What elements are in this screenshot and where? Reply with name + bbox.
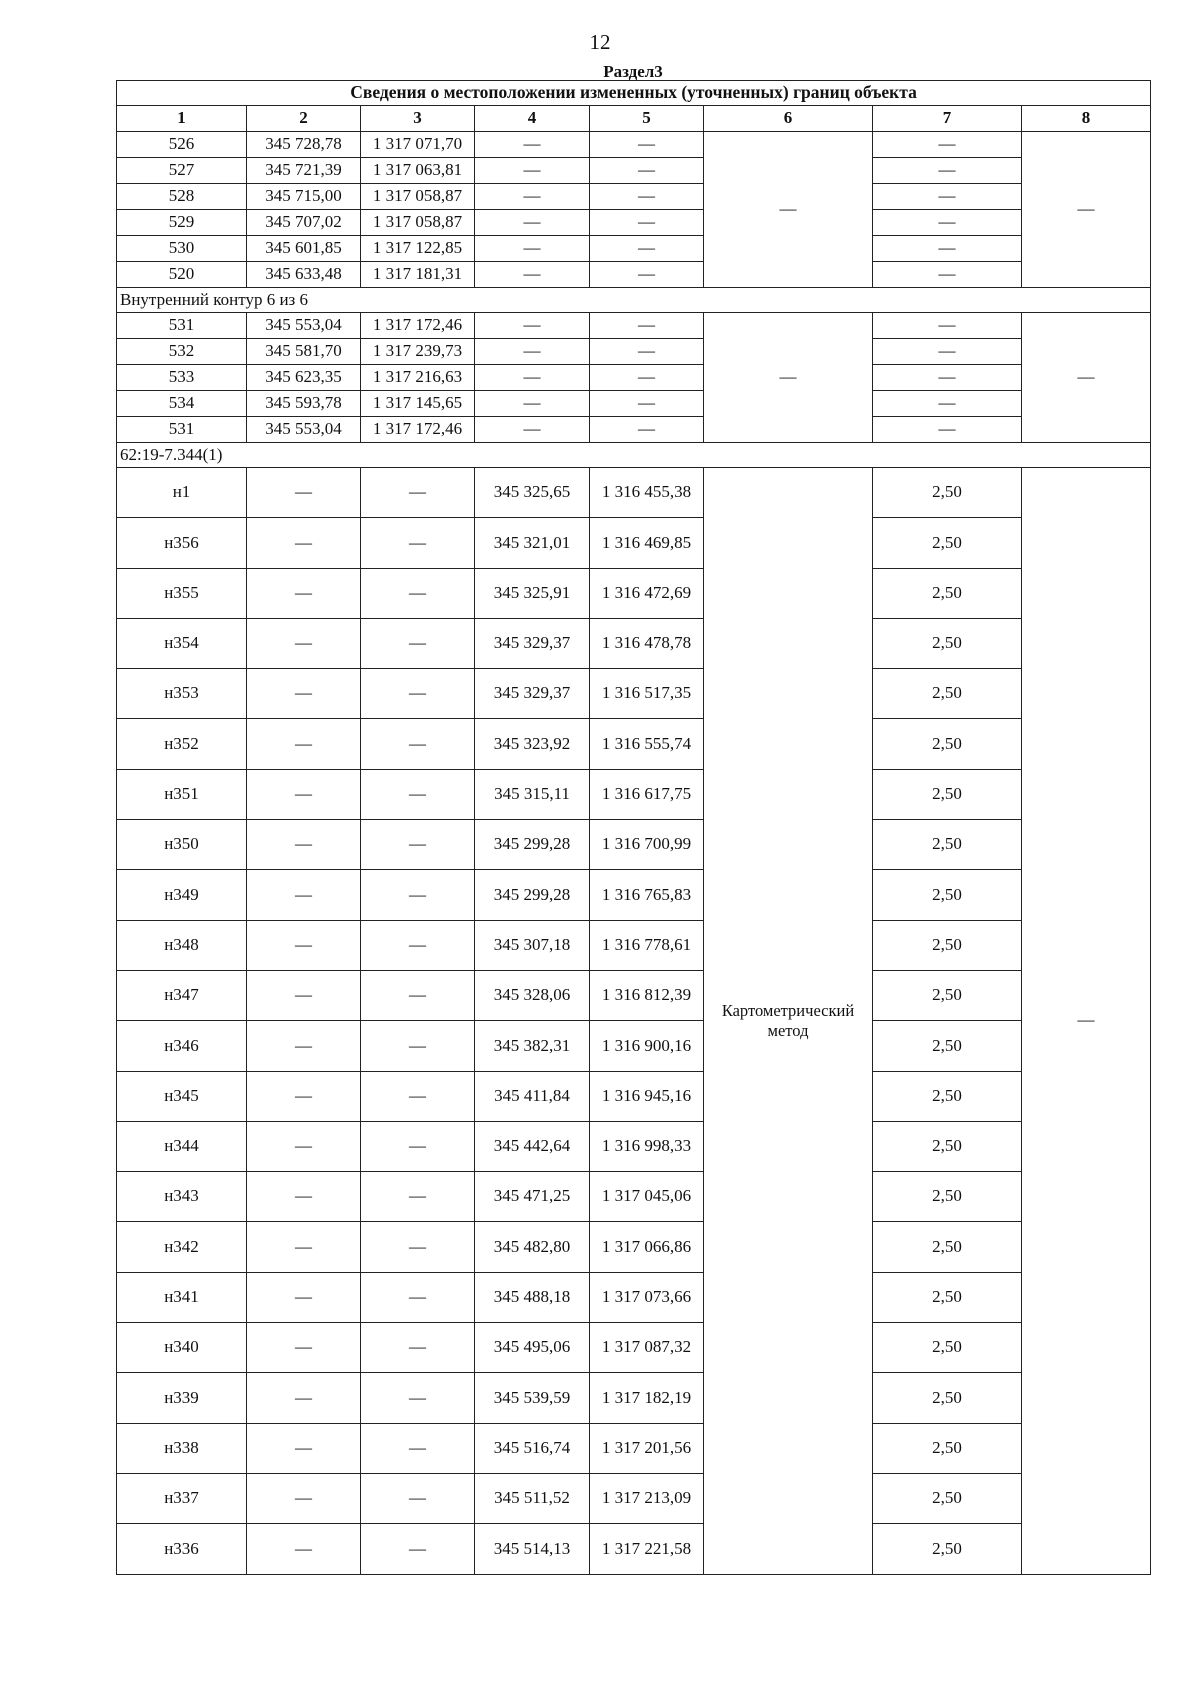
cell-c1: н350 bbox=[117, 820, 247, 870]
cell-c6-merged: — bbox=[704, 313, 873, 443]
contour-label: Внутренний контур 6 из 6 bbox=[117, 288, 1151, 313]
cell-c4: 345 329,37 bbox=[475, 669, 590, 719]
table-row bbox=[117, 1323, 1151, 1373]
cell-c4: 345 516,74 bbox=[475, 1423, 590, 1473]
table-row bbox=[117, 391, 1151, 417]
cell-c7: 2,50 bbox=[873, 1222, 1022, 1272]
cell-c1: н354 bbox=[117, 618, 247, 668]
cell-c7: 2,50 bbox=[873, 970, 1022, 1020]
cell-c7: 2,50 bbox=[873, 1423, 1022, 1473]
table-row bbox=[117, 1172, 1151, 1222]
table-row bbox=[117, 719, 1151, 769]
cell-c5: — bbox=[590, 313, 704, 339]
cell-c1: н356 bbox=[117, 518, 247, 568]
cell-c1: н347 bbox=[117, 970, 247, 1020]
cell-c7: 2,50 bbox=[873, 1323, 1022, 1373]
cell-c7: 2,50 bbox=[873, 1121, 1022, 1171]
cell-c2: — bbox=[247, 1323, 361, 1373]
cell-c5: 1 317 066,86 bbox=[590, 1222, 704, 1272]
cell-c5: 1 317 087,32 bbox=[590, 1323, 704, 1373]
table-row bbox=[117, 313, 1151, 339]
cell-c1: 528 bbox=[117, 184, 247, 210]
cell-c4: 345 488,18 bbox=[475, 1272, 590, 1322]
cell-c3: 1 317 172,46 bbox=[361, 417, 475, 443]
cell-c5: — bbox=[590, 158, 704, 184]
cell-c2: — bbox=[247, 568, 361, 618]
cell-c4: — bbox=[475, 236, 590, 262]
cell-c1: н1 bbox=[117, 468, 247, 518]
cell-c2: 345 601,85 bbox=[247, 236, 361, 262]
cell-c1: 534 bbox=[117, 391, 247, 417]
cell-c7: 2,50 bbox=[873, 669, 1022, 719]
cell-c7: — bbox=[873, 158, 1022, 184]
cell-c2: — bbox=[247, 468, 361, 518]
cell-c7: — bbox=[873, 236, 1022, 262]
cell-c5: 1 316 517,35 bbox=[590, 669, 704, 719]
cell-c3: 1 317 063,81 bbox=[361, 158, 475, 184]
cell-c7: 2,50 bbox=[873, 1373, 1022, 1423]
cell-c5: — bbox=[590, 262, 704, 288]
cell-c4: — bbox=[475, 262, 590, 288]
cell-c7: 2,50 bbox=[873, 1473, 1022, 1523]
cell-c4: 345 325,65 bbox=[475, 468, 590, 518]
cell-c2: — bbox=[247, 1373, 361, 1423]
cell-c1: 533 bbox=[117, 365, 247, 391]
cell-c7: 2,50 bbox=[873, 870, 1022, 920]
cell-c2: — bbox=[247, 669, 361, 719]
cell-c1: 527 bbox=[117, 158, 247, 184]
cell-c3: — bbox=[361, 1272, 475, 1322]
cell-c7: 2,50 bbox=[873, 1524, 1022, 1574]
cell-c1: н342 bbox=[117, 1222, 247, 1272]
cell-c1: 531 bbox=[117, 313, 247, 339]
cell-c1: н338 bbox=[117, 1423, 247, 1473]
cell-c2: 345 581,70 bbox=[247, 339, 361, 365]
cell-c4: 345 299,28 bbox=[475, 870, 590, 920]
cell-c3: 1 317 181,31 bbox=[361, 262, 475, 288]
cell-c4: 345 325,91 bbox=[475, 568, 590, 618]
cell-c7: — bbox=[873, 365, 1022, 391]
cell-c5: 1 316 900,16 bbox=[590, 1021, 704, 1071]
cell-c3: 1 317 216,63 bbox=[361, 365, 475, 391]
cell-c5: — bbox=[590, 417, 704, 443]
table-row bbox=[117, 339, 1151, 365]
cell-c1: н341 bbox=[117, 1272, 247, 1322]
cell-c2: — bbox=[247, 719, 361, 769]
cell-c2: 345 715,00 bbox=[247, 184, 361, 210]
cell-c8-merged: — bbox=[1022, 313, 1151, 443]
cell-c7: — bbox=[873, 132, 1022, 158]
table-row bbox=[117, 920, 1151, 970]
cell-c3: — bbox=[361, 1222, 475, 1272]
cell-c4: 345 315,11 bbox=[475, 769, 590, 819]
cell-c2: — bbox=[247, 1272, 361, 1322]
column-number-2: 2 bbox=[247, 106, 361, 132]
section-title: Раздел3 bbox=[603, 62, 663, 81]
cell-c3: — bbox=[361, 719, 475, 769]
cell-c3: — bbox=[361, 769, 475, 819]
cell-c1: н355 bbox=[117, 568, 247, 618]
cell-c7: — bbox=[873, 184, 1022, 210]
cell-c5: 1 316 778,61 bbox=[590, 920, 704, 970]
cell-c6-merged: — bbox=[704, 132, 873, 288]
cell-c1: н353 bbox=[117, 669, 247, 719]
cell-c4: 345 539,59 bbox=[475, 1373, 590, 1423]
cell-c7: 2,50 bbox=[873, 518, 1022, 568]
cell-c5: 1 316 998,33 bbox=[590, 1121, 704, 1171]
cell-c4: 345 307,18 bbox=[475, 920, 590, 970]
cell-c5: 1 317 201,56 bbox=[590, 1423, 704, 1473]
table-row bbox=[117, 970, 1151, 1020]
cell-c4: — bbox=[475, 313, 590, 339]
cell-c2: 345 553,04 bbox=[247, 417, 361, 443]
cell-c5: 1 316 945,16 bbox=[590, 1071, 704, 1121]
cell-c8-merged: — bbox=[1022, 132, 1151, 288]
cell-c5: — bbox=[590, 391, 704, 417]
cell-c2: — bbox=[247, 1172, 361, 1222]
cell-c7: — bbox=[873, 339, 1022, 365]
cell-c2: 345 707,02 bbox=[247, 210, 361, 236]
table-row bbox=[117, 1423, 1151, 1473]
cell-c7: — bbox=[873, 262, 1022, 288]
table-row bbox=[117, 1473, 1151, 1523]
cell-c5: — bbox=[590, 210, 704, 236]
column-number-8: 8 bbox=[1022, 106, 1151, 132]
table-row bbox=[117, 132, 1151, 158]
cell-c2: — bbox=[247, 1524, 361, 1574]
table-row bbox=[117, 769, 1151, 819]
table-row bbox=[117, 1021, 1151, 1071]
cell-c5: — bbox=[590, 339, 704, 365]
cell-c3: — bbox=[361, 1172, 475, 1222]
cell-c4: — bbox=[475, 417, 590, 443]
cell-c3: — bbox=[361, 870, 475, 920]
cell-c5: — bbox=[590, 132, 704, 158]
cell-c7: 2,50 bbox=[873, 1071, 1022, 1121]
boundary-coordinates-table bbox=[116, 80, 1151, 1575]
cell-c2: — bbox=[247, 970, 361, 1020]
cell-c7: 2,50 bbox=[873, 1021, 1022, 1071]
column-number-4: 4 bbox=[475, 106, 590, 132]
cell-c7: — bbox=[873, 417, 1022, 443]
cell-c7: 2,50 bbox=[873, 1272, 1022, 1322]
table-row bbox=[117, 236, 1151, 262]
cell-c5: 1 317 213,09 bbox=[590, 1473, 704, 1523]
table-row bbox=[117, 365, 1151, 391]
table-row bbox=[117, 1524, 1151, 1574]
cell-c2: 345 593,78 bbox=[247, 391, 361, 417]
table-row bbox=[117, 820, 1151, 870]
cell-c5: 1 316 455,38 bbox=[590, 468, 704, 518]
cell-c5: 1 316 617,75 bbox=[590, 769, 704, 819]
column-number-5: 5 bbox=[590, 106, 704, 132]
cell-c4: — bbox=[475, 339, 590, 365]
parcel-label: 62:19-7.344(1) bbox=[117, 443, 1151, 468]
table-caption: Сведения о местоположении измененных (уточненных) границ объекта bbox=[117, 81, 1151, 106]
cell-c5: 1 316 478,78 bbox=[590, 618, 704, 668]
cell-c2: — bbox=[247, 1473, 361, 1523]
table-row bbox=[117, 1272, 1151, 1322]
cell-c7: 2,50 bbox=[873, 618, 1022, 668]
cell-c3: — bbox=[361, 1121, 475, 1171]
cell-c1: н343 bbox=[117, 1172, 247, 1222]
cell-c5: 1 316 700,99 bbox=[590, 820, 704, 870]
cell-c1: 526 bbox=[117, 132, 247, 158]
cell-c7: 2,50 bbox=[873, 568, 1022, 618]
cell-c8-merged: — bbox=[1022, 468, 1151, 1575]
cell-c7: — bbox=[873, 313, 1022, 339]
cell-c5: — bbox=[590, 184, 704, 210]
cell-c3: — bbox=[361, 920, 475, 970]
cell-c4: 345 329,37 bbox=[475, 618, 590, 668]
cell-c3: — bbox=[361, 669, 475, 719]
cell-c3: — bbox=[361, 970, 475, 1020]
cell-c2: 345 728,78 bbox=[247, 132, 361, 158]
column-number-6: 6 bbox=[704, 106, 873, 132]
table-row bbox=[117, 262, 1151, 288]
cell-c3: — bbox=[361, 518, 475, 568]
cell-c3: 1 317 058,87 bbox=[361, 210, 475, 236]
cell-c7: 2,50 bbox=[873, 719, 1022, 769]
column-number-1: 1 bbox=[117, 106, 247, 132]
cell-c3: — bbox=[361, 468, 475, 518]
cell-c3: — bbox=[361, 1021, 475, 1071]
cell-c2: — bbox=[247, 1423, 361, 1473]
cell-c1: 530 bbox=[117, 236, 247, 262]
cell-c4: 345 442,64 bbox=[475, 1121, 590, 1171]
cell-c5: 1 316 469,85 bbox=[590, 518, 704, 568]
cell-c2: 345 721,39 bbox=[247, 158, 361, 184]
cell-c4: — bbox=[475, 365, 590, 391]
cell-c2: — bbox=[247, 769, 361, 819]
table-row bbox=[117, 417, 1151, 443]
cell-c7: 2,50 bbox=[873, 468, 1022, 518]
table-row bbox=[117, 1373, 1151, 1423]
column-number-3: 3 bbox=[361, 106, 475, 132]
cell-c3: — bbox=[361, 1423, 475, 1473]
cell-c1: н346 bbox=[117, 1021, 247, 1071]
cell-c4: — bbox=[475, 391, 590, 417]
cell-c1: 532 bbox=[117, 339, 247, 365]
cell-c4: — bbox=[475, 184, 590, 210]
cell-c2: — bbox=[247, 1071, 361, 1121]
table-row bbox=[117, 1222, 1151, 1272]
cell-c1: 531 bbox=[117, 417, 247, 443]
cell-c3: — bbox=[361, 1323, 475, 1373]
cell-c7: 2,50 bbox=[873, 1172, 1022, 1222]
cell-c1: н345 bbox=[117, 1071, 247, 1121]
table-row bbox=[117, 184, 1151, 210]
cell-c2: — bbox=[247, 870, 361, 920]
table-row bbox=[117, 1071, 1151, 1121]
cell-c2: — bbox=[247, 920, 361, 970]
column-number-7: 7 bbox=[873, 106, 1022, 132]
cell-c4: 345 323,92 bbox=[475, 719, 590, 769]
table-row bbox=[117, 870, 1151, 920]
cell-c3: 1 317 145,65 bbox=[361, 391, 475, 417]
cell-c1: н340 bbox=[117, 1323, 247, 1373]
cell-c3: 1 317 122,85 bbox=[361, 236, 475, 262]
cell-c7: — bbox=[873, 391, 1022, 417]
cell-c2: — bbox=[247, 618, 361, 668]
table-row bbox=[117, 518, 1151, 568]
cell-c2: — bbox=[247, 820, 361, 870]
cell-c4: 345 482,80 bbox=[475, 1222, 590, 1272]
cell-c1: н344 bbox=[117, 1121, 247, 1171]
cell-c7: — bbox=[873, 210, 1022, 236]
table-row bbox=[117, 568, 1151, 618]
table-row bbox=[117, 669, 1151, 719]
cell-c4: 345 382,31 bbox=[475, 1021, 590, 1071]
table-row bbox=[117, 468, 1151, 518]
cell-c1: н337 bbox=[117, 1473, 247, 1523]
cell-c4: 345 471,25 bbox=[475, 1172, 590, 1222]
cell-c4: — bbox=[475, 132, 590, 158]
cell-c3: — bbox=[361, 618, 475, 668]
cell-c3: 1 317 172,46 bbox=[361, 313, 475, 339]
cell-c1: н352 bbox=[117, 719, 247, 769]
cell-c5: 1 317 182,19 bbox=[590, 1373, 704, 1423]
cell-c1: н336 bbox=[117, 1524, 247, 1574]
cell-c5: 1 317 045,06 bbox=[590, 1172, 704, 1222]
section-row bbox=[117, 288, 1151, 313]
cell-c3: 1 317 058,87 bbox=[361, 184, 475, 210]
cell-c7: 2,50 bbox=[873, 920, 1022, 970]
cell-c4: 345 328,06 bbox=[475, 970, 590, 1020]
cell-c2: — bbox=[247, 1021, 361, 1071]
cell-c1: 529 bbox=[117, 210, 247, 236]
table-row bbox=[117, 1121, 1151, 1171]
cell-c4: 345 411,84 bbox=[475, 1071, 590, 1121]
page-number: 12 bbox=[589, 30, 611, 54]
table-row bbox=[117, 158, 1151, 184]
cell-c3: 1 317 071,70 bbox=[361, 132, 475, 158]
cell-c2: 345 553,04 bbox=[247, 313, 361, 339]
cell-c2: — bbox=[247, 1222, 361, 1272]
cell-c3: — bbox=[361, 1473, 475, 1523]
cell-c3: — bbox=[361, 820, 475, 870]
table-row bbox=[117, 210, 1151, 236]
cell-c5: 1 317 221,58 bbox=[590, 1524, 704, 1574]
cell-c6-merged: Картометрический метод bbox=[704, 468, 873, 1575]
cell-c2: 345 623,35 bbox=[247, 365, 361, 391]
cell-c7: 2,50 bbox=[873, 769, 1022, 819]
cell-c1: н348 bbox=[117, 920, 247, 970]
cell-c5: 1 316 555,74 bbox=[590, 719, 704, 769]
cell-c4: 345 321,01 bbox=[475, 518, 590, 568]
cell-c5: — bbox=[590, 365, 704, 391]
cell-c4: 345 514,13 bbox=[475, 1524, 590, 1574]
cell-c3: 1 317 239,73 bbox=[361, 339, 475, 365]
cell-c2: 345 633,48 bbox=[247, 262, 361, 288]
cell-c5: 1 317 073,66 bbox=[590, 1272, 704, 1322]
table-row bbox=[117, 618, 1151, 668]
cell-c5: 1 316 812,39 bbox=[590, 970, 704, 1020]
cell-c4: — bbox=[475, 210, 590, 236]
cell-c3: — bbox=[361, 1373, 475, 1423]
column-number-row bbox=[117, 106, 1151, 132]
cell-c2: — bbox=[247, 1121, 361, 1171]
cell-c2: — bbox=[247, 518, 361, 568]
cell-c7: 2,50 bbox=[873, 820, 1022, 870]
cell-c1: 520 bbox=[117, 262, 247, 288]
cell-c5: 1 316 472,69 bbox=[590, 568, 704, 618]
cell-c5: 1 316 765,83 bbox=[590, 870, 704, 920]
cell-c1: н349 bbox=[117, 870, 247, 920]
cell-c3: — bbox=[361, 1071, 475, 1121]
cell-c1: н339 bbox=[117, 1373, 247, 1423]
cell-c1: н351 bbox=[117, 769, 247, 819]
cell-c4: — bbox=[475, 158, 590, 184]
cell-c5: — bbox=[590, 236, 704, 262]
cell-c3: — bbox=[361, 1524, 475, 1574]
cell-c4: 345 299,28 bbox=[475, 820, 590, 870]
cell-c4: 345 495,06 bbox=[475, 1323, 590, 1373]
section-row bbox=[117, 443, 1151, 468]
cell-c3: — bbox=[361, 568, 475, 618]
cell-c4: 345 511,52 bbox=[475, 1473, 590, 1523]
